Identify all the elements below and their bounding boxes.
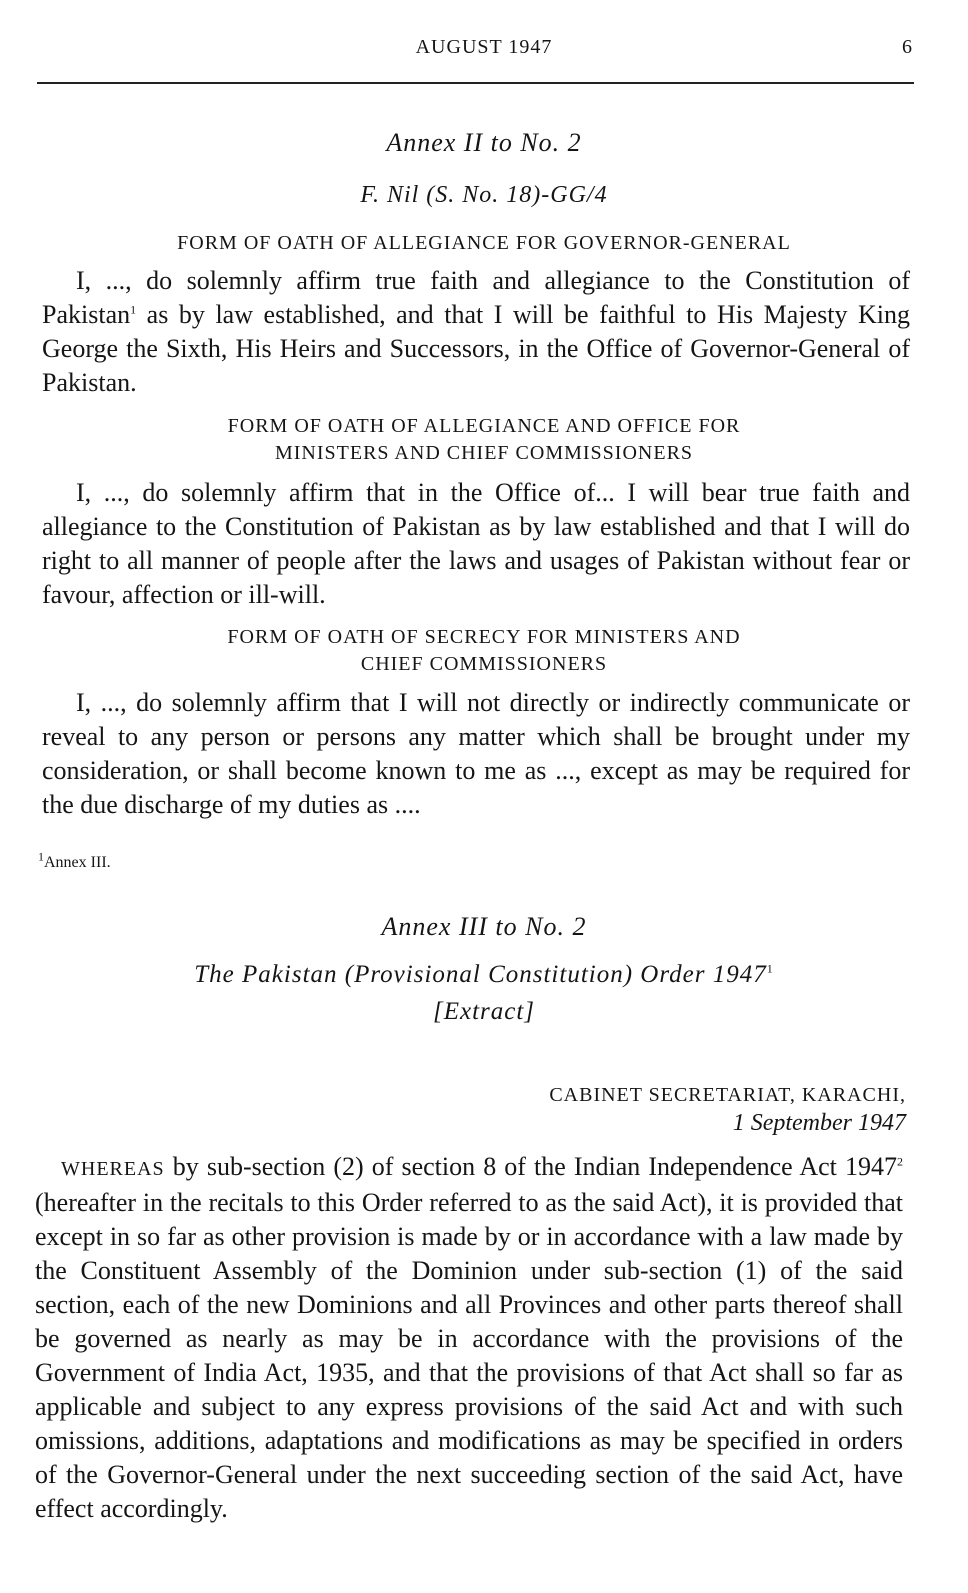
oath1-text-part-b: as by law established, and that I will be faithful to His Majesty King George the Sixth, His Heirs and Successors, in the Office of Governor-General of Pakistan. [42,300,910,397]
running-title: AUGUST 1947 [415,36,553,58]
oath-ministers-text: I, ..., do solemnly affirm that in the Office of... I will bear true faith and allegiance to the Constitution of Pakistan as by law established and that I will do right to all manner of people after the laws and usages of Pakistan without fear or favour, affection or ill-will. [42,478,910,609]
file-reference: F. Nil (S. No. 18)-GG/4 [360,182,608,208]
oath-secrecy-heading-line2: CHIEF COMMISSIONERS [360,653,608,675]
oath-ministers-heading-line2: MINISTERS AND CHIEF COMMISSIONERS [274,442,694,464]
order-date: 1 September 1947 [732,1110,906,1136]
oath-ministers-heading-line1: FORM OF OATH OF ALLEGIANCE AND OFFICE FOR [227,415,741,437]
footnote-text: Annex III. [44,854,111,871]
order-title [0,961,968,989]
footnote-marker: 1 [130,302,137,317]
whereas-text-part-b: (hereafter in the recitals to this Order referred to as the said Act), it is provided that except in so far as other provision is made by or in accordance with a law made by the Constituent Assembly of the Dominion under sub-section (1) of the said section, each of the new Dominions and all Provinces and other parts thereof shall be governed as nearly as may be in accordance with the provisions of the Government of India Act, 1935, and that the provisions of that Act shall so far as applicable and subject to any express provisions of the said Act and with such omissions, additions, adaptations and modifications as may be specified in orders of the Governor-General under the next succeeding section of the said Act, have effect accordingly. [35,1188,903,1523]
whereas-text-part-a: by sub-section (2) of section 8 of the Indian Independence Act 1947 [164,1152,897,1181]
order-footnote-marker: 1 [766,961,774,976]
issuing-office: CABINET SECRETARIAT, KARACHI, [549,1084,906,1106]
order-title-text: The Pakistan (Provisional Constitution) Order 1947 [194,961,767,988]
footnote-number: 1 [38,849,44,864]
paragraph-footnote-marker: 2 [897,1154,903,1169]
oath-governor-general-text [42,264,910,400]
whereas-word: WHEREAS [61,1158,165,1180]
page-header [0,30,968,64]
oath-ministers-heading [0,413,968,467]
page-number: 6 [902,36,912,58]
annex-iii-title: Annex III to No. 2 [381,912,587,941]
oath-governor-general-heading: FORM OF OATH OF ALLEGIANCE FOR GOVERNOR-GENERAL [177,232,791,254]
extract-label: [Extract] [432,998,536,1025]
oath-secrecy-heading-line1: FORM OF OATH OF SECRECY FOR MINISTERS AND [227,626,741,648]
annex-ii-title: Annex II to No. 2 [386,128,582,157]
oath1-text-part-a: I, ..., do solemnly affirm true faith and allegiance to the Constitution of Pakistan [42,266,910,329]
header-divider [37,82,914,84]
oath-secrecy-text: I, ..., do solemnly affirm that I will not directly or indirectly communicate or reveal to any person or persons any matter which shall be brought under my consideration, or shall become known to me as ..., except as may be required for the due discharge of my duties as .... [42,688,910,819]
footnote [38,849,111,872]
whereas-paragraph [35,1150,903,1526]
oath-secrecy-heading [0,624,968,678]
